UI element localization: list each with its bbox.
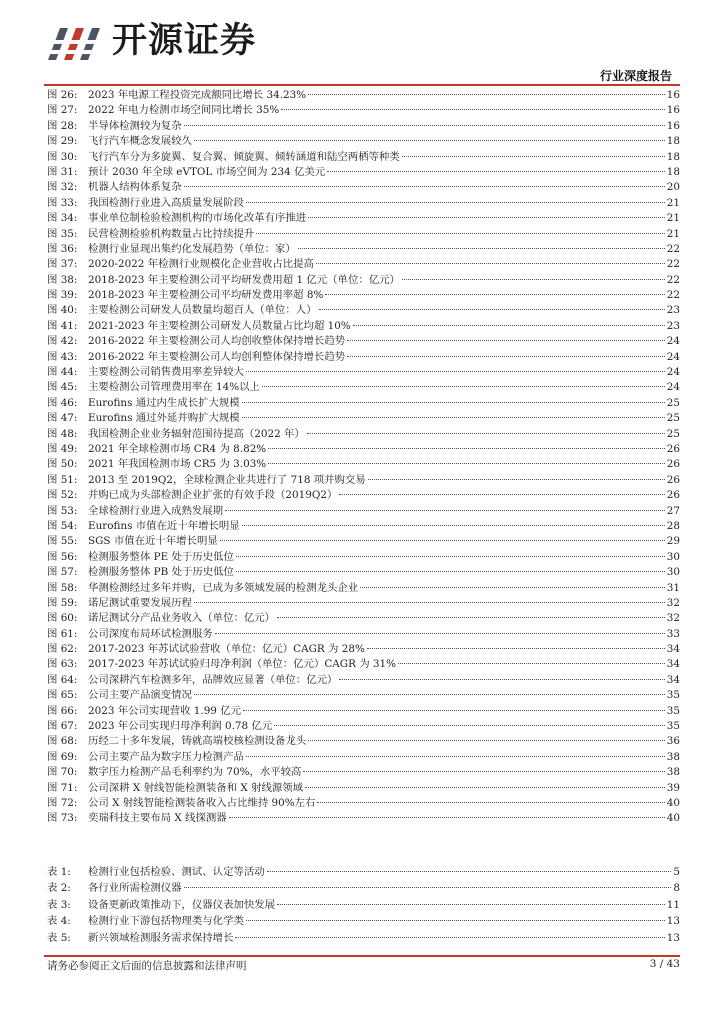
figure-entry-page: 29 (666, 535, 680, 548)
figure-entry-title: 2017-2023 年苏试试验归母净利润（单位：亿元）CAGR 为 31% (88, 658, 397, 671)
figure-entry[interactable] (47, 565, 680, 580)
figure-entry-page: 24 (666, 381, 680, 394)
dot-leader (229, 817, 665, 818)
figure-entry-number: 图 40: (47, 304, 78, 317)
figure-entry-title: 主要检测公司研发人员数量均超百人（单位：人） (88, 304, 317, 317)
figure-entry-title: 数字压力检测产品毛利率约为 70%，水平较高 (88, 766, 302, 779)
figure-entry[interactable] (47, 442, 680, 457)
figure-entry-number: 图 35: (47, 227, 78, 240)
figure-entry[interactable] (47, 103, 680, 118)
table-entry-number: 表 4: (47, 915, 71, 928)
figure-entry[interactable] (47, 257, 680, 272)
figure-entry-title: 2023 年公司实现营收 1.99 亿元 (88, 704, 242, 717)
figure-entry-page: 23 (666, 319, 680, 332)
dot-leader (402, 156, 665, 157)
dot-leader (184, 125, 665, 126)
figure-entry-title: 主要检测公司销售费用率差异较大 (88, 366, 244, 379)
figure-entry-title: SGS 市值在近十年增长明显 (88, 535, 218, 548)
figure-entry-page: 20 (666, 181, 680, 194)
figure-entry-page: 27 (666, 504, 680, 517)
figure-entry-title: 奕瑞科技主要布局 X 线探测器 (88, 812, 227, 825)
figure-entry-page: 25 (666, 427, 680, 440)
kaiyuan-logo-icon (44, 20, 106, 64)
figure-entry-number: 图 36: (47, 242, 78, 255)
dot-leader (242, 525, 665, 526)
figure-entry-page: 35 (666, 704, 680, 717)
figure-entry-page: 40 (666, 812, 680, 825)
figure-entry[interactable] (47, 227, 680, 242)
figure-entry-number: 图 38: (47, 273, 78, 286)
figure-entry[interactable] (47, 411, 680, 426)
dot-leader (325, 294, 664, 295)
table-list (47, 864, 680, 946)
figure-entry-page: 38 (666, 766, 680, 779)
figure-entry-number: 图 47: (47, 412, 78, 425)
figure-entry-page: 31 (666, 581, 680, 594)
dot-leader (339, 494, 664, 495)
figure-entry-number: 图 58: (47, 581, 78, 594)
dot-leader (256, 233, 665, 234)
figure-entry-page: 26 (666, 489, 680, 502)
figure-entry-number: 图 56: (47, 550, 78, 563)
figure-entry-number: 图 64: (47, 673, 78, 686)
figure-entry-number: 图 66: (47, 704, 78, 717)
dot-leader (339, 679, 664, 680)
figure-entry-number: 图 59: (47, 596, 78, 609)
figure-entry[interactable] (47, 657, 680, 672)
figure-entry-page: 34 (666, 658, 680, 671)
figure-entry[interactable] (47, 180, 680, 195)
figure-entry[interactable] (47, 473, 680, 488)
figure-entry[interactable] (47, 750, 680, 765)
figure-entry[interactable] (47, 688, 680, 703)
figure-entry[interactable] (47, 365, 680, 380)
figure-entry-page: 32 (666, 612, 680, 625)
figure-entry-title: 公司主要产品为数字压力检测产品 (88, 750, 244, 763)
figure-list (47, 88, 680, 827)
figure-entry-number: 图 57: (47, 566, 78, 579)
figure-entry-page: 18 (666, 165, 680, 178)
figure-entry-title: Eurofins 市值在近十年增长明显 (88, 519, 240, 532)
figure-entry[interactable] (47, 504, 680, 519)
figure-entry[interactable] (47, 380, 680, 395)
figure-entry-number: 图 46: (47, 396, 78, 409)
figure-entry[interactable] (47, 796, 680, 811)
figure-entry-title: 2021 年全球检测市场 CR4 为 8.82% (88, 442, 267, 455)
table-entry-number: 表 5: (47, 931, 71, 944)
dot-leader (194, 602, 665, 603)
figure-entry-number: 图 63: (47, 658, 78, 671)
table-entry[interactable] (47, 880, 680, 896)
table-entry-number: 表 2: (47, 882, 71, 895)
figure-entry-page: 22 (666, 258, 680, 271)
figure-entry[interactable] (47, 734, 680, 749)
table-entry-title: 检测行业包括检验、测试、认定等活动 (88, 866, 265, 878)
dot-leader (353, 325, 665, 326)
figure-entry[interactable] (47, 134, 680, 149)
figure-entry-number: 图 60: (47, 612, 78, 625)
dot-leader (277, 904, 665, 905)
dot-leader (246, 920, 665, 921)
figure-entry[interactable] (47, 704, 680, 719)
dot-leader (246, 371, 665, 372)
figure-entry[interactable] (47, 457, 680, 472)
dot-leader (307, 433, 665, 434)
figure-entry-title: 飞行汽车分为多旋翼、复合翼、倾旋翼、倾转涵道和陆空两栖等种类 (88, 150, 400, 163)
figure-entry-number: 图 50: (47, 458, 78, 471)
figure-entry-page: 26 (666, 458, 680, 471)
figure-entry-page: 34 (666, 673, 680, 686)
footer-divider (44, 955, 680, 957)
figure-entry-number: 图 26: (47, 89, 78, 101)
figure-entry-page: 25 (666, 396, 680, 409)
figure-entry-number: 图 29: (47, 135, 78, 148)
figure-entry-number: 图 62: (47, 643, 78, 656)
dot-leader (268, 463, 665, 464)
header-divider (44, 84, 680, 86)
figure-entry-title: 主要检测公司管理费用率在 14%以上 (88, 381, 260, 394)
figure-entry[interactable] (47, 627, 680, 642)
figure-entry-number: 图 55: (47, 535, 78, 548)
table-entry[interactable] (47, 864, 680, 880)
dot-leader (246, 756, 665, 757)
figure-entry-page: 25 (666, 412, 680, 425)
figure-entry-title: 机器人结构体系复杂 (88, 181, 182, 194)
figure-entry-title: 2023 年电源工程投资完成额同比增长 34.23% (88, 89, 307, 101)
figure-entry[interactable] (47, 534, 680, 549)
dot-leader (235, 937, 664, 938)
figure-entry-title: 2016-2022 年主要检测公司人均创利整体保持增长趋势 (88, 350, 346, 363)
dot-leader (347, 340, 665, 341)
figure-entry-title: 2021 年我国检测市场 CR5 为 3.03% (88, 458, 267, 471)
table-entry[interactable] (47, 897, 680, 913)
dot-leader (277, 617, 665, 618)
figure-entry-page: 16 (666, 104, 680, 117)
table-entry-title: 各行业所需检测仪器 (88, 882, 182, 895)
figure-entry-title: 诺尼测试分产品业务收入（单位：亿元） (88, 612, 276, 625)
figure-entry-title: 2013 至 2019Q2，全球检测企业共进行了 718 项并购交易 (88, 473, 366, 486)
figure-entry-title: 民营检测检验机构数量占比持续提升 (88, 227, 255, 240)
figure-entry-page: 35 (666, 720, 680, 733)
dot-leader (243, 710, 665, 711)
figure-entry[interactable] (47, 642, 680, 657)
table-entry-page: 11 (666, 898, 680, 911)
figure-entry[interactable] (47, 288, 680, 303)
dot-leader (194, 140, 665, 141)
figure-entry-page: 30 (666, 550, 680, 563)
table-entry-page: 13 (666, 931, 680, 944)
figure-entry-number: 图 52: (47, 489, 78, 502)
table-entry[interactable] (47, 930, 680, 946)
table-entry-title: 设备更新政策推动下，仪器仪表加快发展 (88, 898, 276, 911)
figure-entry[interactable] (47, 211, 680, 226)
figure-entry-number: 图 67: (47, 720, 78, 733)
figure-entry-page: 18 (666, 135, 680, 148)
figure-entry-page: 22 (666, 242, 680, 255)
figure-entry-number: 图 72: (47, 796, 78, 809)
figure-entry-title: 检测服务整体 PE 处于历史低位 (88, 550, 234, 563)
figure-entry-number: 图 27: (47, 104, 78, 117)
figure-entry[interactable] (47, 273, 680, 288)
figure-entry-page: 26 (666, 442, 680, 455)
figure-entry[interactable] (47, 781, 680, 796)
figure-entry-number: 图 42: (47, 335, 78, 348)
figure-entry-page: 35 (666, 689, 680, 702)
dot-leader (246, 202, 665, 203)
figure-entry-page: 24 (666, 350, 680, 363)
figure-entry[interactable] (47, 396, 680, 411)
figure-entry-number: 图 54: (47, 519, 78, 532)
figure-entry-page: 16 (666, 119, 680, 132)
figure-entry-page: 30 (666, 566, 680, 579)
brand-name: 开源证券 (112, 21, 257, 61)
figure-entry-page: 21 (666, 196, 680, 209)
figure-entry[interactable] (47, 488, 680, 503)
figure-entry-number: 图 49: (47, 442, 78, 455)
figure-entry-number: 图 65: (47, 689, 78, 702)
figure-entry-page: 24 (666, 335, 680, 348)
figure-entry-title: 公司深度布局环试检测服务 (88, 627, 213, 640)
figure-entry[interactable] (47, 673, 680, 688)
table-entry-page: 13 (666, 915, 680, 928)
figure-entry-title: 预计 2030 年全球 eVTOL 市场空间为 234 亿美元 (88, 165, 326, 178)
report-type-label: 行业深度报告 (599, 69, 672, 83)
table-entry-page: 5 (673, 866, 680, 878)
figure-entry[interactable] (47, 334, 680, 349)
dot-leader (398, 663, 665, 664)
figure-entry-number: 图 37: (47, 258, 78, 271)
figure-entry-number: 图 61: (47, 627, 78, 640)
figure-entry-title: 半导体检测较为复杂 (88, 119, 182, 132)
figure-entry-title: 2018-2023 年主要检测公司平均研发费用超 1 亿元（单位：亿元） (88, 273, 400, 286)
figure-entry-number: 图 45: (47, 381, 78, 394)
table-entry-number: 表 1: (47, 866, 71, 878)
figure-entry-number: 图 32: (47, 181, 78, 194)
figure-entry[interactable] (47, 350, 680, 365)
figure-entry-title: 华测检测经过多年并购，已成为多领域发展的检测龙头企业 (88, 581, 359, 594)
dot-leader (236, 556, 665, 557)
figure-entry-page: 33 (666, 627, 680, 640)
figure-entry-title: 2018-2023 年主要检测公司平均研发费用率超 8% (88, 289, 324, 302)
table-entry[interactable] (47, 913, 680, 929)
table-entry-number: 表 3: (47, 898, 71, 911)
dot-leader (267, 871, 672, 872)
figure-entry-title: 事业单位制检验检测机构的市场化改革有序推进 (88, 212, 307, 225)
figure-entry-number: 图 39: (47, 289, 78, 302)
figure-entry[interactable] (47, 150, 680, 165)
dot-leader (319, 309, 665, 310)
figure-entry[interactable] (47, 88, 680, 103)
dot-leader (184, 186, 665, 187)
figure-entry[interactable] (47, 719, 680, 734)
dot-leader (274, 725, 665, 726)
page-header (0, 0, 724, 92)
figure-entry[interactable] (47, 596, 680, 611)
figure-entry-number: 图 53: (47, 504, 78, 517)
figure-entry-page: 38 (666, 750, 680, 763)
figure-entry-title: 2023 年公司实现归母净利润 0.78 亿元 (88, 720, 273, 733)
figure-entry[interactable] (47, 165, 680, 180)
figure-entry-title: 我国检测行业进入高质量发展阶段 (88, 196, 244, 209)
table-entry-title: 新兴领域检测服务需求保持增长 (88, 931, 234, 944)
figure-entry-page: 32 (666, 596, 680, 609)
figure-entry-page: 23 (666, 304, 680, 317)
figure-entry-title: 2021-2023 年主要检测公司研发人员数量占比均超 10% (88, 319, 351, 332)
figure-entry-number: 图 51: (47, 473, 78, 486)
dot-leader (242, 402, 665, 403)
figure-entry-title: 公司 X 射线智能检测装备收入占比维持 90%左右 (88, 796, 316, 809)
figure-entry-number: 图 43: (47, 350, 78, 363)
dot-leader (308, 217, 665, 218)
figure-entry-title: 2022 年电力检测市场空间同比增长 35% (88, 104, 280, 117)
dot-leader (262, 386, 665, 387)
dot-leader (194, 694, 665, 695)
dot-leader (225, 510, 665, 511)
figure-entry-number: 图 28: (47, 119, 78, 132)
figure-entry[interactable] (47, 196, 680, 211)
dot-leader (308, 740, 665, 741)
figure-entry-title: Eurofins 通过内生成长扩大规模 (88, 396, 240, 409)
dot-leader (308, 94, 665, 95)
figure-entry-page: 26 (666, 473, 680, 486)
figure-entry-page: 24 (666, 366, 680, 379)
dot-leader (220, 540, 665, 541)
figure-entry-title: 飞行汽车概念发展较久 (88, 135, 192, 148)
dot-leader (184, 887, 672, 888)
figure-entry-number: 图 68: (47, 735, 78, 748)
figure-entry-page: 40 (666, 796, 680, 809)
figure-entry-page: 22 (666, 289, 680, 302)
figure-entry-page: 21 (666, 212, 680, 225)
figure-entry-title: 检测服务整体 PB 处于历史低位 (88, 566, 234, 579)
figure-entry-title: Eurofins 通过外延并购扩大规模 (88, 412, 240, 425)
figure-entry[interactable] (47, 765, 680, 780)
kaiyuan-logo (44, 18, 294, 64)
figure-entry[interactable] (47, 811, 680, 826)
figure-entry[interactable] (47, 319, 680, 334)
table-entry-title: 检测行业下游包括物理类与化学类 (88, 915, 244, 928)
figure-entry-number: 图 41: (47, 319, 78, 332)
dot-leader (303, 771, 664, 772)
figure-entry-number: 图 31: (47, 165, 78, 178)
figure-entry-number: 图 71: (47, 781, 78, 794)
figure-entry-number: 图 73: (47, 812, 78, 825)
figure-entry[interactable] (47, 550, 680, 565)
dot-leader (298, 248, 665, 249)
dot-leader (317, 802, 664, 803)
figure-entry-number: 图 30: (47, 150, 78, 163)
figure-entry[interactable] (47, 581, 680, 596)
figure-entry-title: 检测行业显现出集约化发展趋势（单位：家） (88, 242, 296, 255)
figure-entry[interactable] (47, 427, 680, 442)
figure-entry-title: 2017-2023 年苏试试验营收（单位：亿元）CAGR 为 28% (88, 643, 365, 656)
dot-leader (305, 787, 665, 788)
figure-entry-title: 2016-2022 年主要检测公司人均创收整体保持增长趋势 (88, 335, 346, 348)
dot-leader (402, 279, 665, 280)
figure-entry-title: 并购已成为头部检测企业扩张的有效手段（2019Q2） (88, 489, 338, 502)
figure-entry-number: 图 33: (47, 196, 78, 209)
figure-entry[interactable] (47, 119, 680, 134)
dot-leader (360, 587, 665, 588)
dot-leader (281, 109, 665, 110)
figure-entry-page: 36 (666, 735, 680, 748)
figure-entry-title: 历经二十多年发展，铸就高端校核检测设备龙头 (88, 735, 307, 748)
figure-entry-page: 21 (666, 227, 680, 240)
figure-entry[interactable] (47, 303, 680, 318)
dot-leader (327, 171, 665, 172)
figure-entry-number: 图 44: (47, 366, 78, 379)
figure-entry-title: 我国检测企业业务辐射范围待提高（2022 年） (88, 427, 305, 440)
figure-entry[interactable] (47, 242, 680, 257)
page-number: 3 / 43 (649, 958, 680, 970)
figure-entry[interactable] (47, 519, 680, 534)
figure-entry-page: 22 (666, 273, 680, 286)
figure-entry-page: 39 (666, 781, 680, 794)
figure-entry-number: 图 70: (47, 766, 78, 779)
dot-leader (242, 417, 665, 418)
dot-leader (347, 356, 665, 357)
figure-entry-page: 28 (666, 519, 680, 532)
figure-entry-page: 16 (666, 89, 680, 101)
figure-entry-page: 34 (666, 643, 680, 656)
figure-entry-title: 公司深耕 X 射线智能检测装备和 X 射线源领域 (88, 781, 304, 794)
figure-entry-number: 图 48: (47, 427, 78, 440)
disclaimer-note: 请务必参阅正文后面的信息披露和法律声明 (47, 960, 247, 972)
dot-leader (367, 648, 665, 649)
dot-leader (215, 633, 665, 634)
figure-entry-title: 公司深耕汽车检测多年，品牌效应显著（单位：亿元） (88, 673, 338, 686)
figure-entry-title: 2020-2022 年检测行业规模化企业营收占比提高 (88, 258, 314, 271)
dot-leader (316, 263, 665, 264)
dot-leader (236, 571, 665, 572)
figure-entry-title: 诺尼测试重要发展历程 (88, 596, 192, 609)
figure-entry-number: 图 34: (47, 212, 78, 225)
figure-entry-title: 全球检测行业进入成熟发展期 (88, 504, 224, 517)
dot-leader (368, 479, 665, 480)
dot-leader (268, 448, 665, 449)
figure-entry-title: 公司主要产品演变情况 (88, 689, 192, 702)
figure-entry-page: 18 (666, 150, 680, 163)
figure-entry-number: 图 69: (47, 750, 78, 763)
table-entry-page: 8 (673, 882, 680, 895)
figure-entry[interactable] (47, 611, 680, 626)
